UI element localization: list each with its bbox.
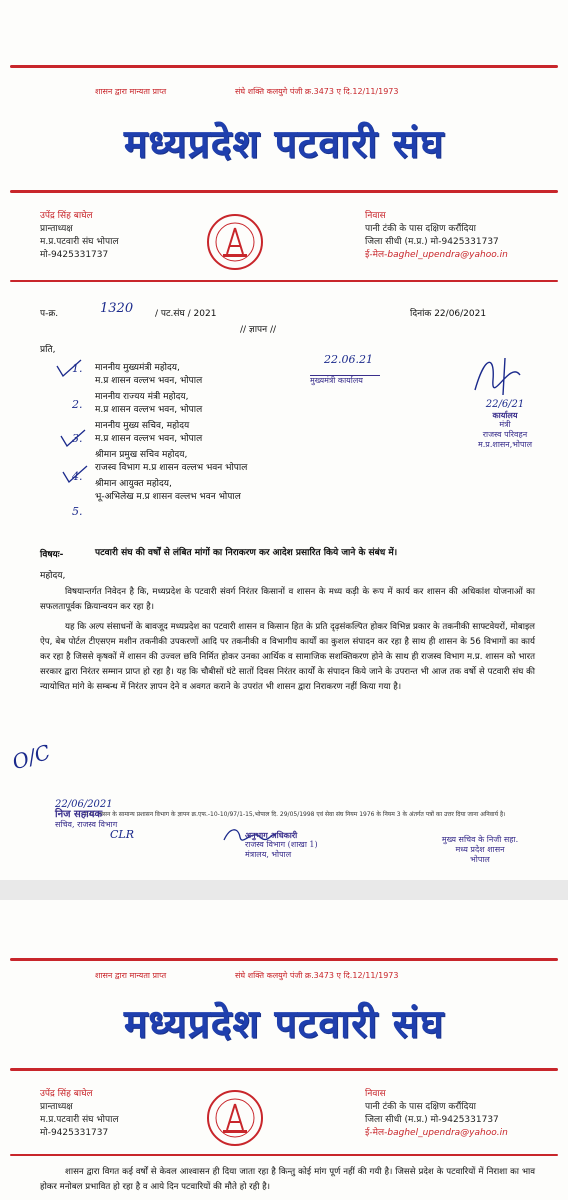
salutation: महोदय, [40, 571, 66, 581]
pa-stamp-dept: सचिव, राजस्व विभाग [55, 820, 118, 829]
letterhead-divider-p2 [10, 1154, 558, 1156]
sender-mobile: मो-9425331737 [40, 250, 109, 260]
section-officer-place: मंत्रालय, भोपाल [245, 850, 292, 859]
recipient-2: माननीय राज्यय मंत्री महोदय, म.प्र शासन वल्लभ भवन, भोपाल [95, 392, 203, 415]
residence-line1: पानी टंकी के पास दक्षिण करौंदिया [365, 224, 476, 234]
recipient-4: श्रीमान प्रमुख सचिव महोदय, राजस्व विभाग म.प्र शासन वल्लभ भवन भोपाल [95, 450, 248, 473]
recipient-mark-1: 1. [72, 362, 83, 375]
header-bottom-rule [10, 190, 558, 193]
pa-stamp-date: 22/06/2021 [55, 799, 113, 810]
cm-stamp-office: मुख्यमंत्री कार्यालय [310, 375, 380, 386]
signature-transport-icon [465, 350, 555, 400]
cm-office-stamp [310, 355, 400, 386]
email-value: baghel_upendra@yahoo.in [387, 250, 508, 260]
transport-stamp-state: म.प्र.शासन,भोपाल [477, 440, 533, 449]
letterhead-title: मध्यप्रदेश पटवारी संघ [123, 122, 445, 167]
section-officer-dept: राजस्व विभाग (शाखा 1) [245, 840, 318, 849]
registration-text-p2: संघे शक्ति कलयुगे पंजी क्र.3473 ए दि.12/11/1973 [235, 971, 399, 980]
cs-stamp-office: मुख्य सचिव के निजी सहा. [441, 835, 519, 844]
recognition-text: शासन द्वारा मान्यता प्राप्त [95, 87, 167, 96]
residence-line2: जिला सीधी (म.प्र.) मो-9425331737 [365, 237, 499, 247]
recipient-3: माननीय मुख्य सचिव, महोदय म.प्र शासन वल्लभ भवन, भोपाल [95, 421, 203, 444]
association-seal-icon [205, 212, 265, 272]
recipient-mark-4: 4. [72, 470, 83, 483]
residence-heading-p2: निवास [365, 1089, 386, 1099]
residence-heading: निवास [365, 211, 386, 221]
residence-line1-p2: पानी टंकी के पास दक्षिण करौंदिया [365, 1102, 476, 1112]
recognition-text-p2: शासन द्वारा मान्यता प्राप्त [95, 971, 167, 980]
transport-stamp-office: कार्यालय [492, 410, 518, 420]
residence-block-p2 [365, 1088, 508, 1140]
letter-page-2 [0, 900, 568, 1200]
sender-designation-p2: प्रान्ताध्यक्ष [40, 1102, 73, 1112]
letter-date: दिनांक 22/06/2021 [410, 309, 487, 319]
pa-stamp [55, 800, 165, 840]
sender-name: उपेंद्र सिंह बाघेल [40, 211, 93, 221]
residence-email-p2 [365, 1127, 508, 1140]
pa-stamp-title: निज सहायक [55, 809, 103, 820]
ref-number: 1320 [100, 301, 134, 316]
sender-org: म.प्र.पटवारी संघ भोपाल [40, 237, 119, 247]
sender-block [40, 210, 119, 262]
tick-marks-icon [55, 358, 95, 528]
recipient-mark-3: 3. [72, 432, 83, 445]
letterhead-title-p2: मध्यप्रदेश पटवारी संघ [123, 1002, 445, 1047]
email-value-p2: baghel_upendra@yahoo.in [387, 1128, 508, 1138]
residence-line2-p2: जिला सीधी (म.प्र.) मो-9425331737 [365, 1115, 499, 1125]
sender-org-p2: म.प्र.पटवारी संघ भोपाल [40, 1115, 119, 1125]
ref-suffix: / पट.संघ / 2021 [155, 309, 217, 319]
gyapan-label: // ज्ञापन // [240, 325, 277, 335]
sender-name-p2: उपेंद्र सिंह बाघेल [40, 1089, 93, 1099]
recipient-mark-2: 2. [72, 398, 83, 411]
transport-stamp [460, 400, 550, 450]
prati-label: प्रति, [40, 345, 56, 355]
residence-email [365, 249, 508, 262]
pa-stamp-code: CLR [110, 828, 135, 841]
recipient-mark-5: 5. [72, 505, 83, 518]
recipient-5: श्रीमान आयुक्त महोदय, भू-अभिलेख म.प्र शासन वल्लभ भवन भोपाल [95, 479, 241, 502]
footnote: म.प्र. शासन के सामान्य प्रशासन विभाग के ज्ञापन क्र.एफ.-10-10/97/1-15,भोपाल दि. 29/05/1998 एवं सेवा संघ नियम 1976 के नियम 3 के अंतर्गत पत्रों का उत्तर दिया जाना अनिवार्य है। [84, 811, 506, 818]
sender-designation: प्रान्ताध्यक्ष [40, 224, 73, 234]
registration-text: संघे शक्ति कलयुगे पंजी क्र.3473 ए दि.12/11/1973 [235, 87, 399, 96]
ref-prefix: प-क्र. [40, 309, 59, 319]
cs-stamp-state: मध्य प्रदेश शासन [455, 845, 505, 854]
letterhead-divider [10, 280, 558, 282]
subject-text: पटवारी संघ की वर्षों से लंबित मांगों का निराकरण कर आदेश प्रसारित किये जाने के संबंध में। [95, 548, 398, 558]
header-top-rule-p2 [10, 958, 558, 961]
margin-note: O/C [9, 739, 54, 775]
email-label-p2: ई-मेल- [365, 1128, 388, 1138]
subject-label: विषयः- [40, 550, 64, 560]
section-officer-title: अनुभाग अधिकारी [245, 830, 298, 840]
cs-stamp [420, 835, 540, 865]
recipient-1: माननीय मुख्यमंत्री महोदय, म.प्र शासन वल्लभ भवन, भोपाल [95, 363, 203, 386]
residence-block [365, 210, 508, 262]
section-officer-stamp [245, 830, 355, 860]
transport-stamp-date: 22/6/21 [485, 399, 525, 410]
page-separator [0, 880, 568, 900]
email-label: ई-मेल- [365, 250, 388, 260]
header-bottom-rule-p2 [10, 1068, 558, 1071]
cs-stamp-city: भोपाल [470, 855, 490, 864]
transport-stamp-dept: राजस्व परिवहन [482, 430, 528, 439]
transport-stamp-minister: मंत्री [499, 420, 511, 429]
paragraph-1: विषयान्तर्गत निवेदन है कि, मध्यप्रदेश के पटवारी संवर्ग निरंतर किसानों व शासन के मध्य कड़ी के रूप में कार्य कर शासन की अधिकांश योजनाओं का सफलतापूर्वक क्रियान्वयन कर रहा है। [40, 587, 535, 612]
page2-paragraph-1: शासन द्वारा विगत कई वर्षों से केवल आश्वासन ही दिया जाता रहा है किन्तु कोई मांग पूर्ण नहीं की गयी है। जिससे प्रदेश के पटवारियों में निराशा का भाव होकर मनोबल प्रभावित हो रहा है व आये दिन पटवारियों की मौते हो रही है। [40, 1167, 535, 1192]
header-top-rule [10, 65, 558, 68]
sender-mobile-p2: मो-9425331737 [40, 1128, 109, 1138]
paragraph-2: यह कि अल्प संसाधनों के बावजूद मध्यप्रदेश का पटवारी शासन व किसान हित के प्रति दृढ़संकल्पित होकर विभिन्न प्रकार के तकनीकी साफ्टवेयरों, मोबाइल ऐप, बेब पोर्टल टीएसएम मशीन तकनीकी उपकरणों आदि पर तकनीकी व विभागीय कार्यों का कुशल संपादन कर रहा है साथ ही शासन के 56 विभागों का कार्य कर रहा है जिससे कृषकों में शासन की उज्वल छवि निर्मित होकर उनका आर्थिक व सामाजिक सशक्तिकरण होने के साथ ही राजस्व विभाग म.प्र. शासन को भारत सरकार द्वारा निरंतर सम्मान प्राप्त हो रहा है। यह कि चौबीसों घंटे सातों दिवस निरंतर कार्यों के संपादन किये जाने के उपरान्त भी आज तक वर्षो से पटवारी संघ की न्यायोचित मांगे के सम्बन्ध में निरंतर ज्ञापन देने व अवगत कराने के उपरांत भी शासन द्वारा निराकरण नहीं किया गया है। [40, 622, 535, 692]
sender-block-p2 [40, 1088, 119, 1140]
association-seal-icon-p2 [205, 1088, 265, 1148]
cm-stamp-date: 22.06.21 [324, 353, 373, 366]
